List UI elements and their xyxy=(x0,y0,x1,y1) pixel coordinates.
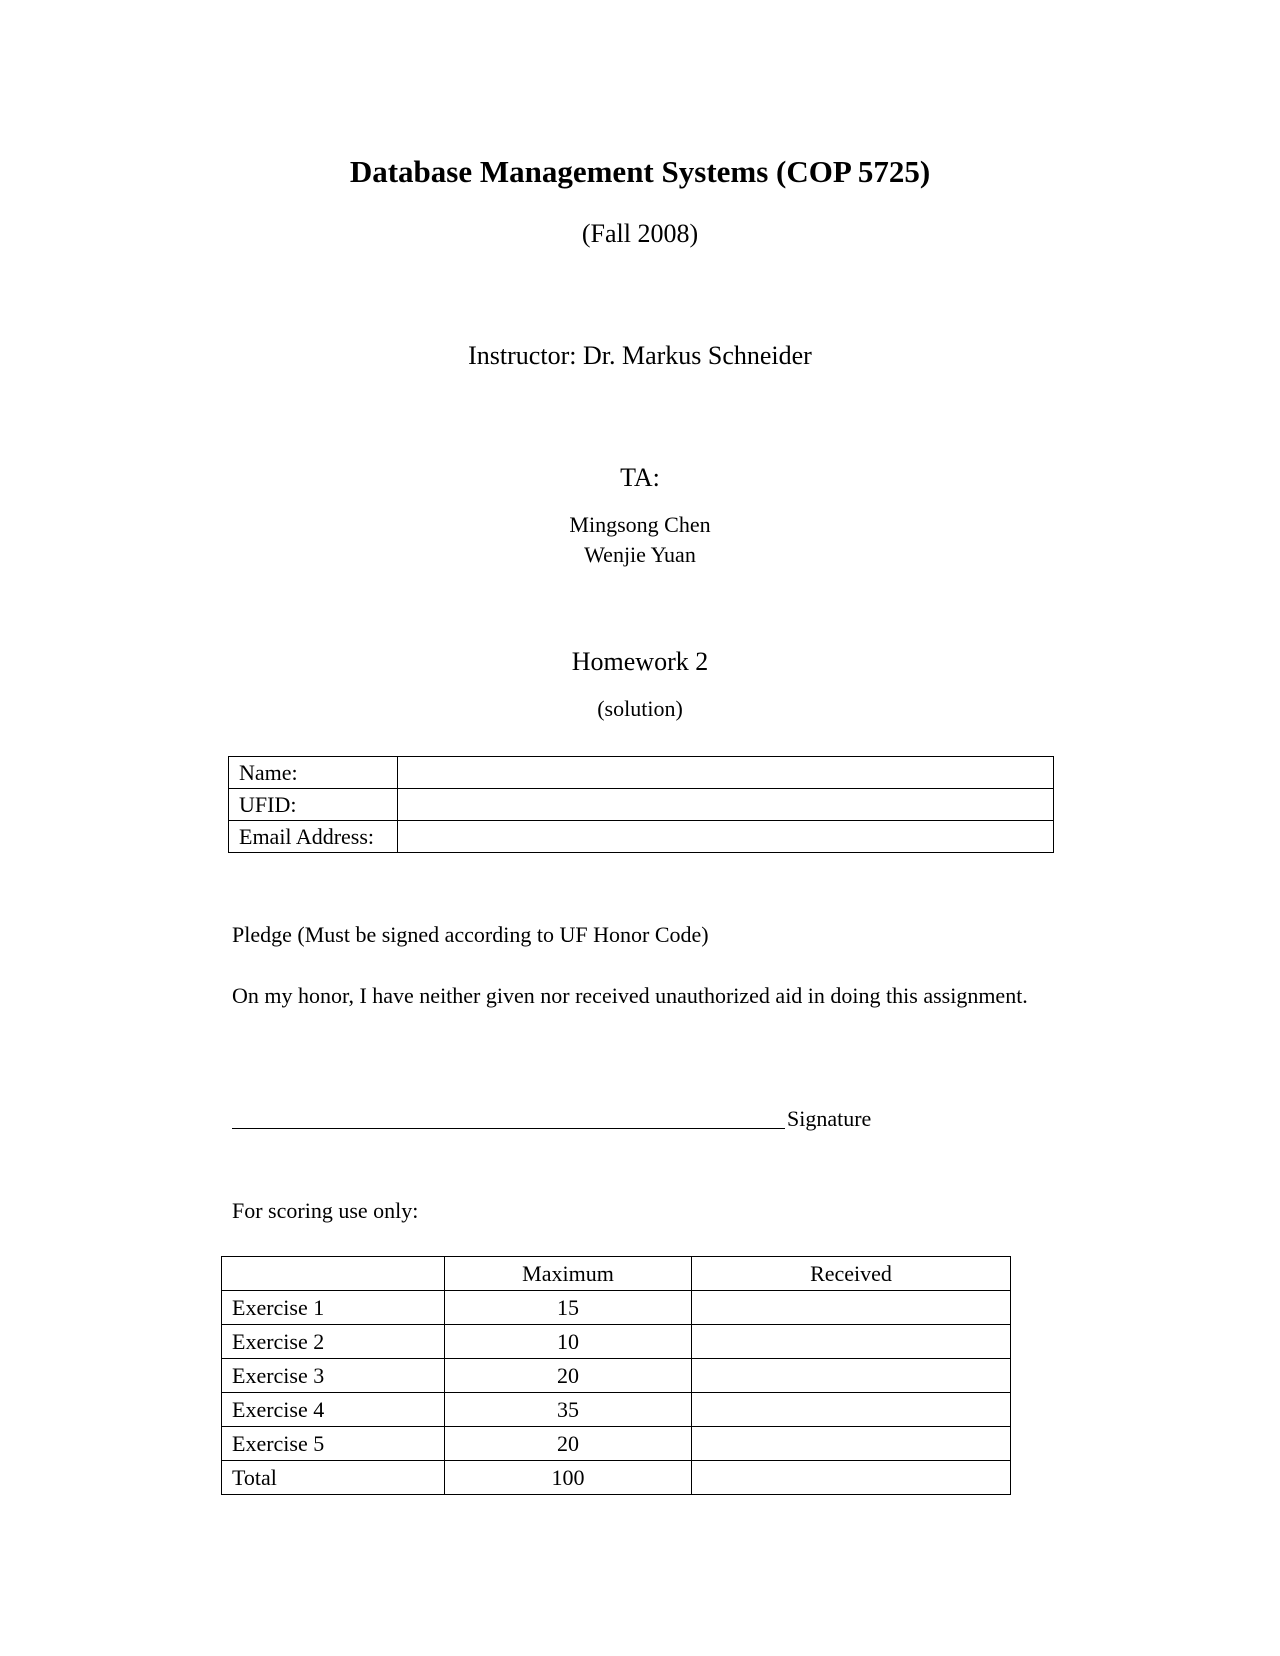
table-row xyxy=(222,1427,1011,1461)
ufid-label: UFID: xyxy=(229,789,398,821)
exercise-maximum: 35 xyxy=(445,1393,692,1427)
table-row xyxy=(229,757,1054,789)
exercise-name: Exercise 5 xyxy=(222,1427,445,1461)
exercise-maximum: 15 xyxy=(445,1291,692,1325)
column-header-received: Received xyxy=(692,1257,1011,1291)
ta-name: Wenjie Yuan xyxy=(584,542,696,567)
assignment-title: Homework 2 xyxy=(571,647,709,676)
ufid-field[interactable] xyxy=(398,789,1054,821)
exercise-received[interactable] xyxy=(692,1325,1011,1359)
name-field[interactable] xyxy=(398,757,1054,789)
name-label: Name: xyxy=(229,757,398,789)
score-table xyxy=(221,1256,1011,1495)
exercise-received[interactable] xyxy=(692,1359,1011,1393)
column-header xyxy=(222,1257,445,1291)
table-row xyxy=(229,789,1054,821)
table-row xyxy=(229,821,1054,853)
table-row xyxy=(222,1359,1011,1393)
signature-label: Signature xyxy=(787,1106,872,1131)
column-header-maximum: Maximum xyxy=(445,1257,692,1291)
signature-line[interactable] xyxy=(232,1128,785,1129)
exercise-received[interactable] xyxy=(692,1291,1011,1325)
email-field[interactable] xyxy=(398,821,1054,853)
ta-name: Mingsong Chen xyxy=(569,512,711,537)
instructor-label: Instructor: Dr. Markus Schneider xyxy=(468,341,812,370)
exercise-name: Exercise 4 xyxy=(222,1393,445,1427)
total-label: Total xyxy=(222,1461,445,1495)
ta-names xyxy=(0,510,1280,570)
exercise-received[interactable] xyxy=(692,1427,1011,1461)
table-header-row xyxy=(222,1257,1011,1291)
pledge-text: On my honor, I have neither given nor received unauthorized aid in doing this assignment. xyxy=(232,983,1028,1008)
total-maximum: 100 xyxy=(445,1461,692,1495)
exercise-name: Exercise 3 xyxy=(222,1359,445,1393)
table-row xyxy=(222,1393,1011,1427)
table-row xyxy=(222,1325,1011,1359)
exercise-maximum: 20 xyxy=(445,1427,692,1461)
scoring-label: For scoring use only: xyxy=(232,1198,419,1223)
exercise-name: Exercise 1 xyxy=(222,1291,445,1325)
total-received[interactable] xyxy=(692,1461,1011,1495)
email-label: Email Address: xyxy=(229,821,398,853)
table-row-total xyxy=(222,1461,1011,1495)
exercise-maximum: 10 xyxy=(445,1325,692,1359)
pledge-heading: Pledge (Must be signed according to UF Honor Code) xyxy=(232,922,709,947)
ta-heading: TA: xyxy=(620,463,660,492)
assignment-note: (solution) xyxy=(597,696,683,721)
exercise-maximum: 20 xyxy=(445,1359,692,1393)
exercise-name: Exercise 2 xyxy=(222,1325,445,1359)
term-label: (Fall 2008) xyxy=(581,219,699,248)
student-info-table xyxy=(228,756,1054,853)
exercise-received[interactable] xyxy=(692,1393,1011,1427)
page-title: Database Management Systems (COP 5725) xyxy=(349,154,931,189)
table-row xyxy=(222,1291,1011,1325)
